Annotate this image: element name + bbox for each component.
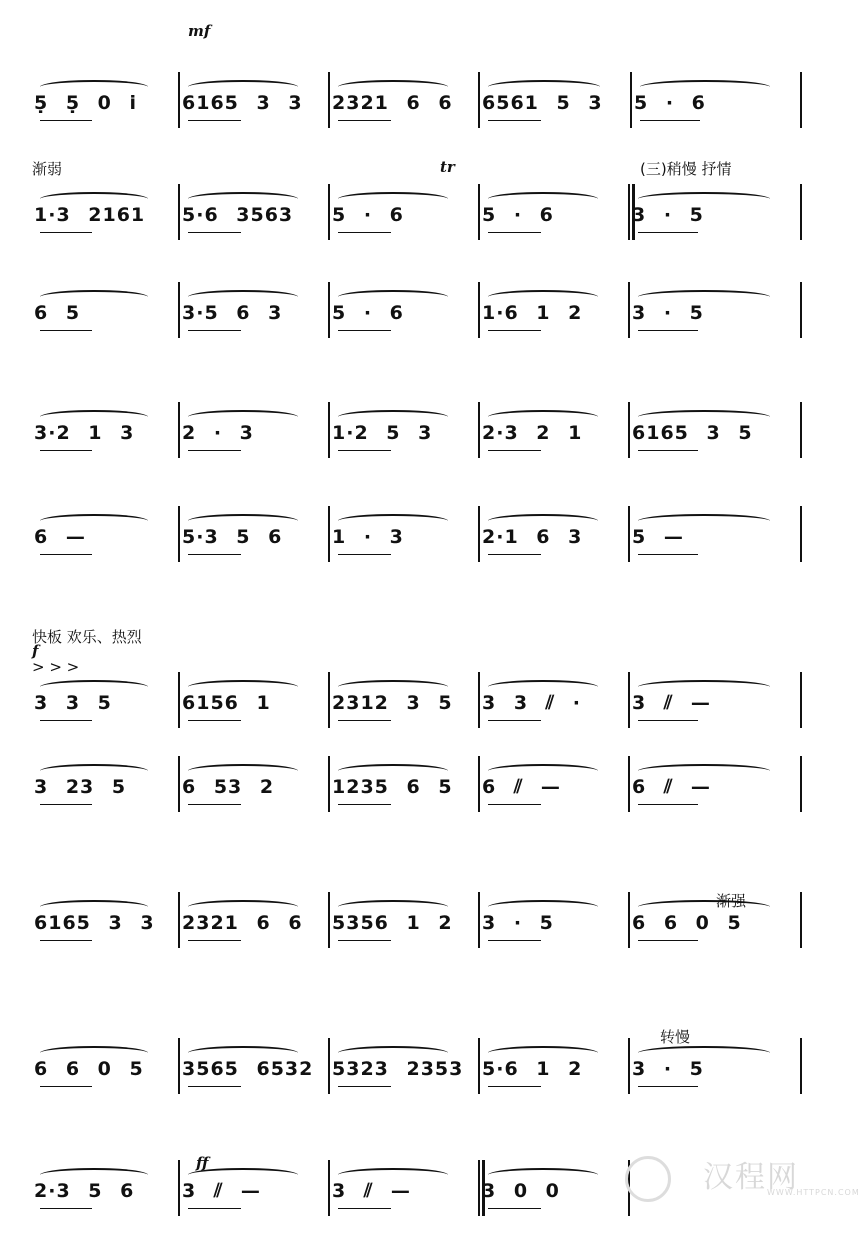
underline-beam — [488, 720, 541, 721]
underline-beam — [188, 232, 241, 233]
measure-notes: 3·5 6 3 — [182, 302, 283, 324]
measure-notes: 3565 6532 — [182, 1058, 314, 1080]
bar-line — [178, 506, 180, 562]
underline-beam — [638, 720, 698, 721]
measure-notes: 3 ⫽ — — [182, 1180, 261, 1202]
bar-line — [178, 892, 180, 948]
measure — [482, 1044, 624, 1096]
bar-line — [800, 892, 802, 948]
score-system — [0, 1140, 821, 1258]
underline-beam — [188, 1208, 241, 1209]
watermark — [703, 1152, 860, 1197]
underline-beam — [188, 450, 241, 451]
underline-beam — [40, 120, 92, 121]
underline-beam — [488, 232, 541, 233]
bar-line — [800, 672, 802, 728]
measure — [632, 898, 796, 950]
underline-beam — [40, 720, 92, 721]
underline-beam — [40, 330, 92, 331]
underline-beam — [338, 232, 391, 233]
underline-beam — [640, 120, 700, 121]
underline-beam — [40, 554, 92, 555]
bar-line — [178, 672, 180, 728]
underline-beam — [40, 804, 92, 805]
underline-beam — [338, 450, 391, 451]
measure — [332, 408, 474, 460]
measure — [34, 678, 174, 730]
measure — [482, 512, 624, 564]
measure-notes: 6 ⫽ — — [482, 776, 561, 798]
measure-notes: 5·6 1 2 — [482, 1058, 583, 1080]
measure-notes: 3 · 5 — [482, 912, 554, 934]
bar-line — [628, 756, 630, 812]
bar-line — [328, 184, 330, 240]
underline-beam — [40, 232, 92, 233]
notation-line — [0, 282, 821, 352]
measure-notes: 6165 3 3 — [34, 912, 155, 934]
measure-notes: 6 5 — [34, 302, 81, 324]
bar-line — [478, 1038, 480, 1094]
measure-notes: 5·3 5 6 — [182, 526, 283, 548]
underline-beam — [638, 804, 698, 805]
measure-notes: 6165 3 5 — [632, 422, 753, 444]
measure-notes: 2321 6 6 — [332, 92, 453, 114]
bar-line — [478, 506, 480, 562]
bar-line — [328, 282, 330, 338]
bar-line — [478, 892, 480, 948]
bar-line — [800, 72, 802, 128]
bar-line — [178, 1038, 180, 1094]
measure — [34, 898, 174, 950]
bar-line — [800, 402, 802, 458]
measure — [482, 288, 624, 340]
bar-line — [328, 72, 330, 128]
dynamic-marking: ff — [196, 1154, 209, 1172]
underline-beam — [638, 450, 698, 451]
bar-line — [178, 1160, 180, 1216]
expression-text: (三)稍慢 抒情 — [640, 160, 732, 178]
underline-beam — [338, 720, 391, 721]
notation-line — [0, 892, 821, 962]
underline-beam — [488, 1086, 541, 1087]
measure — [182, 678, 324, 730]
measure — [632, 408, 796, 460]
score-system — [0, 402, 821, 520]
bar-line — [328, 402, 330, 458]
bar-line — [630, 72, 632, 128]
watermark-text: 汉程网 — [703, 1160, 799, 1195]
measure-notes: 5 · 6 — [332, 302, 404, 324]
underline-beam — [488, 1208, 541, 1209]
underline-beam — [338, 554, 391, 555]
notation-line — [0, 672, 821, 742]
bar-line — [478, 402, 480, 458]
watermark-subtext: WWW.HTTPCN.COM — [767, 1188, 860, 1197]
measure-notes: 1·6 1 2 — [482, 302, 583, 324]
notation-line — [0, 184, 821, 254]
measure — [34, 190, 174, 242]
measure-notes: 1·2 5 3 — [332, 422, 433, 444]
watermark-logo-icon — [625, 1156, 671, 1202]
measure-notes: 5 · 6 — [482, 204, 554, 226]
score-system — [0, 506, 821, 624]
notation-line — [0, 1038, 821, 1108]
measure — [182, 762, 324, 814]
notation-line — [0, 506, 821, 576]
notation-line — [0, 402, 821, 472]
score-system — [0, 1008, 821, 1126]
measure-notes: 2321 6 6 — [182, 912, 303, 934]
bar-line — [328, 1038, 330, 1094]
measure-notes: 5323 2353 — [332, 1058, 464, 1080]
notation-line — [0, 756, 821, 826]
bar-line — [328, 506, 330, 562]
bar-line — [178, 282, 180, 338]
measure — [482, 762, 624, 814]
underline-beam — [188, 720, 241, 721]
measure — [332, 1166, 474, 1218]
underline-beam — [40, 940, 92, 941]
bar-line — [328, 892, 330, 948]
measure — [182, 78, 324, 130]
measure-notes: 3 · 5 — [632, 1058, 704, 1080]
bar-line — [628, 506, 630, 562]
measure-notes: 6 53 2 — [182, 776, 275, 798]
measure — [332, 78, 474, 130]
bar-line — [328, 672, 330, 728]
measure — [632, 288, 796, 340]
measure — [332, 1044, 474, 1096]
measure — [332, 898, 474, 950]
dynamic-marking: mf — [188, 22, 211, 40]
underline-beam — [188, 120, 241, 121]
measure-notes: 2312 3 5 — [332, 692, 453, 714]
underline-beam — [488, 804, 541, 805]
measure-notes: 5 · 6 — [634, 92, 706, 114]
underline-beam — [488, 330, 541, 331]
measure-notes: 6 ⫽ — — [632, 776, 711, 798]
measure-notes: 3 3 ⫽ · — [482, 692, 581, 714]
measure — [182, 512, 324, 564]
underline-beam — [188, 1086, 241, 1087]
bar-line — [628, 402, 630, 458]
measure-notes: 1 · 3 — [332, 526, 404, 548]
bar-line — [478, 672, 480, 728]
expression-text: 转慢 — [660, 1028, 691, 1046]
bar-line — [178, 72, 180, 128]
measure-notes: 6156 1 — [182, 692, 271, 714]
measure-notes: 3 3 5 — [34, 692, 112, 714]
underline-beam — [188, 330, 241, 331]
bar-line — [800, 282, 802, 338]
underline-beam — [338, 120, 391, 121]
bar-line — [800, 756, 802, 812]
measure — [182, 1044, 324, 1096]
underline-beam — [338, 1208, 391, 1209]
underline-beam — [638, 940, 698, 941]
measure — [632, 512, 796, 564]
underline-beam — [40, 1086, 92, 1087]
measure-notes: 6165 3 3 — [182, 92, 303, 114]
measure — [482, 678, 624, 730]
measure-notes: 3 · 5 — [632, 204, 704, 226]
measure — [34, 78, 174, 130]
notation-line — [0, 1160, 821, 1230]
expression-text: > > > — [32, 658, 80, 676]
measure-notes: 2·3 2 1 — [482, 422, 583, 444]
measure — [632, 190, 796, 242]
underline-beam — [638, 232, 698, 233]
measure — [332, 190, 474, 242]
bar-line — [628, 892, 630, 948]
measure — [632, 678, 796, 730]
score-system — [0, 148, 821, 266]
score-system — [0, 872, 821, 990]
measure — [332, 288, 474, 340]
measure-notes: 6561 5 3 — [482, 92, 603, 114]
bar-line — [328, 1160, 330, 1216]
measure — [182, 408, 324, 460]
measure-notes: 5·6 3563 — [182, 204, 294, 226]
bar-line — [178, 184, 180, 240]
measure-notes: 6 6 0 5 — [34, 1058, 144, 1080]
measure — [34, 288, 174, 340]
bar-line — [800, 184, 802, 240]
measure — [34, 762, 174, 814]
score-system — [0, 756, 821, 874]
measure — [182, 190, 324, 242]
bar-line — [178, 756, 180, 812]
measure-notes: 6 — — [34, 526, 86, 548]
bar-line — [800, 1038, 802, 1094]
measure-notes: 2·3 5 6 — [34, 1180, 135, 1202]
measure — [332, 512, 474, 564]
measure-notes: 3 23 5 — [34, 776, 127, 798]
measure-notes: 2 · 3 — [182, 422, 254, 444]
measure-notes: 5 — — [632, 526, 684, 548]
underline-beam — [338, 804, 391, 805]
measure — [182, 1166, 324, 1218]
measure — [34, 408, 174, 460]
underline-beam — [338, 1086, 391, 1087]
measure — [182, 898, 324, 950]
bar-line — [478, 184, 480, 240]
expression-text: 快板 欢乐、热烈 — [32, 628, 142, 646]
underline-beam — [488, 554, 541, 555]
underline-beam — [338, 330, 391, 331]
measure — [332, 678, 474, 730]
bar-line — [628, 672, 630, 728]
measure-notes: 5̣ 5̣ 0 i — [34, 92, 138, 114]
measure — [332, 762, 474, 814]
measure-notes: 5 · 6 — [332, 204, 404, 226]
measure — [632, 762, 796, 814]
underline-beam — [188, 554, 241, 555]
measure — [182, 288, 324, 340]
measure-notes: 5356 1 2 — [332, 912, 453, 934]
measure — [34, 1166, 174, 1218]
measure — [482, 1166, 624, 1218]
measure — [482, 78, 626, 130]
measure — [482, 190, 624, 242]
measure-notes: 1235 6 5 — [332, 776, 453, 798]
expression-text: 渐强 — [716, 892, 747, 910]
underline-beam — [638, 554, 698, 555]
bar-line — [178, 402, 180, 458]
dynamic-marking: tr — [440, 158, 455, 176]
measure — [634, 78, 796, 130]
underline-beam — [638, 1086, 698, 1087]
underline-beam — [638, 330, 698, 331]
bar-line — [478, 72, 480, 128]
underline-beam — [188, 804, 241, 805]
measure-notes: 1·3 2161 — [34, 204, 146, 226]
notation-line — [0, 72, 821, 142]
measure-notes: 3 ⫽ — — [632, 692, 711, 714]
measure — [482, 408, 624, 460]
measure-notes: 3 ⫽ — — [332, 1180, 411, 1202]
bar-line — [478, 756, 480, 812]
score-system — [0, 622, 821, 740]
bar-line — [478, 282, 480, 338]
underline-beam — [488, 120, 541, 121]
score-system — [0, 282, 821, 400]
bar-line — [628, 282, 630, 338]
underline-beam — [188, 940, 241, 941]
expression-text: 渐弱 — [32, 160, 63, 178]
measure-notes: 3 0 0 — [482, 1180, 560, 1202]
bar-line — [800, 506, 802, 562]
measure — [632, 1044, 796, 1096]
measure — [482, 898, 624, 950]
underline-beam — [40, 1208, 92, 1209]
measure-notes: 3 · 5 — [632, 302, 704, 324]
measure-notes: 6 6 0 5 — [632, 912, 742, 934]
underline-beam — [338, 940, 391, 941]
measure — [34, 512, 174, 564]
underline-beam — [488, 940, 541, 941]
underline-beam — [488, 450, 541, 451]
measure-notes: 3·2 1 3 — [34, 422, 135, 444]
underline-beam — [40, 450, 92, 451]
measure-notes: 2·1 6 3 — [482, 526, 583, 548]
measure — [34, 1044, 174, 1096]
dynamic-marking: f — [32, 642, 39, 660]
bar-line — [328, 756, 330, 812]
bar-line — [628, 1038, 630, 1094]
score-system — [0, 22, 821, 146]
